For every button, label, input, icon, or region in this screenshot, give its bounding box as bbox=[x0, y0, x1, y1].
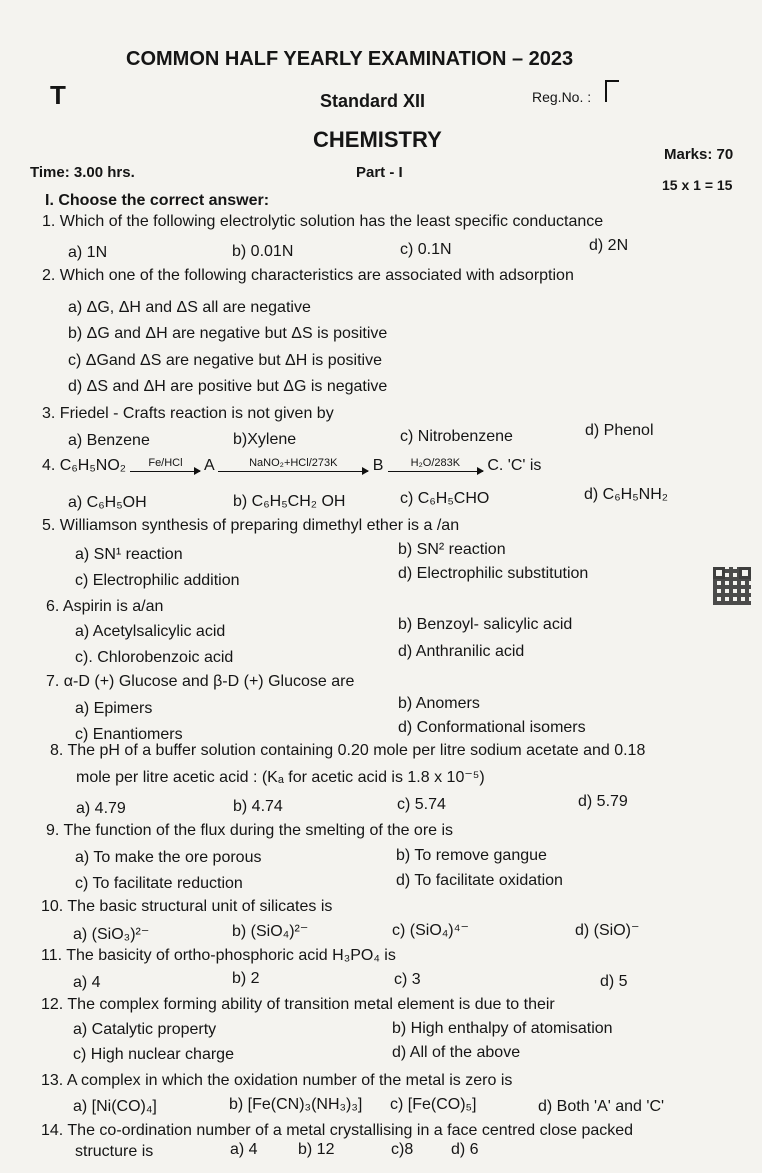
reaction-arrow bbox=[218, 457, 368, 472]
question-1 bbox=[42, 212, 603, 232]
option-d: d) Electrophilic substitution bbox=[398, 565, 589, 582]
time-label: Time: 3.00 hrs. bbox=[30, 164, 135, 181]
question-5 bbox=[42, 516, 459, 536]
question-text: The function of the flux during the smelting of the ore is bbox=[63, 822, 454, 839]
question-text: The pH of a buffer solution containing 0.20 mole per litre sodium acetate and 0.18 bbox=[67, 742, 646, 759]
option-c: c) 3 bbox=[394, 971, 421, 988]
option-c: c) 0.1N bbox=[400, 241, 452, 258]
question-3 bbox=[42, 404, 334, 424]
question-number: 4. bbox=[42, 457, 56, 474]
section-marks: 15 x 1 = 15 bbox=[662, 177, 733, 193]
question-number: 1. bbox=[42, 213, 56, 230]
question-text: α-D (+) Glucose and β-D (+) Glucose are bbox=[63, 673, 355, 690]
question-13 bbox=[41, 1071, 512, 1091]
question-text: A complex in which the oxidation number of the metal is zero is bbox=[66, 1072, 513, 1089]
question-number: 7. bbox=[46, 673, 60, 690]
reagent-label: Fe/HCl bbox=[148, 457, 183, 469]
question-number: 5. bbox=[42, 517, 56, 534]
exam-title: COMMON HALF YEARLY EXAMINATION – 2023 bbox=[126, 48, 574, 70]
option-c: c) 5.74 bbox=[397, 796, 446, 813]
question-text-continued: mole per litre acetic acid : (Kₐ for acetic acid is 1.8 x 10⁻⁵) bbox=[76, 769, 485, 786]
question-number: 6. bbox=[46, 598, 60, 615]
option-a: a) [Ni(CO)₄] bbox=[73, 1098, 157, 1115]
marks-label: Marks: 70 bbox=[664, 146, 734, 163]
option-b: b) 0.01N bbox=[232, 243, 294, 260]
option-c: c) C₆H₅CHO bbox=[400, 490, 490, 507]
option-a: a) ΔG, ΔH and ΔS all are negative bbox=[68, 299, 311, 316]
option-c: c) High nuclear charge bbox=[73, 1046, 234, 1063]
product-c: C. bbox=[487, 457, 504, 474]
option-a: a) 1N bbox=[68, 244, 108, 261]
question-9 bbox=[46, 821, 453, 841]
qr-code-icon bbox=[713, 567, 751, 605]
question-11 bbox=[41, 946, 396, 966]
option-d: d) 6 bbox=[451, 1141, 479, 1158]
option-d: d) Conformational isomers bbox=[398, 719, 586, 736]
option-d: d) Phenol bbox=[585, 422, 654, 439]
question-number: 12. bbox=[41, 996, 64, 1013]
option-b: b) 2 bbox=[232, 970, 260, 987]
question-number: 8. bbox=[50, 742, 64, 759]
question-number: 10. bbox=[41, 898, 64, 915]
intermediate-a: A bbox=[204, 457, 214, 474]
option-d: d) 2N bbox=[589, 237, 629, 254]
option-a: a) 4.79 bbox=[76, 800, 126, 817]
subject-title: CHEMISTRY bbox=[313, 127, 442, 152]
reg-no-label: Reg.No. : bbox=[532, 89, 592, 105]
question-text: Friedel - Crafts reaction is not given by bbox=[59, 405, 334, 422]
question-7 bbox=[46, 672, 354, 692]
question-text: Which one of the following characteristics are associated with adsorption bbox=[59, 267, 574, 284]
option-b: b) Benzoyl- salicylic acid bbox=[398, 616, 573, 633]
option-b: b) 4.74 bbox=[233, 798, 283, 815]
option-c: c) ΔGand ΔS are negative but ΔH is positive bbox=[68, 352, 382, 369]
option-d: d) 5.79 bbox=[578, 793, 628, 810]
question-text-continued: structure is bbox=[75, 1143, 154, 1160]
reg-no-box bbox=[605, 80, 619, 102]
option-c: c) Electrophilic addition bbox=[75, 572, 240, 589]
intermediate-b: B bbox=[372, 457, 384, 474]
option-d: d) To facilitate oxidation bbox=[396, 872, 563, 889]
option-c: c) Nitrobenzene bbox=[400, 428, 513, 445]
option-a: a) Benzene bbox=[68, 432, 150, 449]
option-a: a) To make the ore porous bbox=[75, 849, 262, 866]
question-text: The basic structural unit of silicates is bbox=[67, 898, 333, 915]
option-a: a) (SiO₃)²⁻ bbox=[73, 926, 150, 943]
option-b: b) C₆H₅CH₂ OH bbox=[233, 493, 346, 510]
question-8 bbox=[50, 741, 645, 761]
option-b: b) (SiO₄)²⁻ bbox=[232, 923, 309, 940]
question-12 bbox=[41, 995, 555, 1015]
option-b: b) SN² reaction bbox=[398, 541, 506, 558]
reagent-label: NaNO₂+HCl/273K bbox=[249, 457, 338, 469]
question-14 bbox=[41, 1121, 633, 1141]
option-d: d) ΔS and ΔH are positive but ΔG is negative bbox=[68, 378, 388, 395]
option-a: a) SN¹ reaction bbox=[75, 546, 183, 563]
reaction-arrow bbox=[130, 457, 200, 472]
option-a: a) Epimers bbox=[75, 700, 153, 717]
option-a: a) Acetylsalicylic acid bbox=[75, 623, 226, 640]
question-number: 9. bbox=[46, 822, 60, 839]
question-text: Aspirin is a/an bbox=[62, 598, 164, 615]
option-a: a) 4 bbox=[73, 974, 101, 991]
part-label: Part - I bbox=[356, 164, 403, 181]
option-b: b)Xylene bbox=[233, 431, 297, 448]
question-number: 13. bbox=[41, 1072, 64, 1089]
series-mark: T bbox=[50, 80, 66, 110]
option-d: d) (SiO)⁻ bbox=[575, 922, 640, 939]
question-text: Williamson synthesis of preparing dimethyl ether is a /an bbox=[59, 517, 460, 534]
option-b: b) [Fe(CN)₃(NH₃)₃] bbox=[229, 1096, 363, 1113]
question-number: 2. bbox=[42, 267, 56, 284]
option-a: a) C₆H₅OH bbox=[68, 494, 147, 511]
option-d: d) 5 bbox=[600, 973, 628, 990]
option-c: c) To facilitate reduction bbox=[75, 875, 243, 892]
question-number: 14. bbox=[41, 1122, 64, 1139]
question-text: The co-ordination number of a metal crystallising in a face centred close packed bbox=[67, 1122, 634, 1139]
option-c: c) [Fe(CO)₅] bbox=[390, 1096, 477, 1113]
option-b: b) ΔG and ΔH are negative but ΔS is positive bbox=[68, 325, 388, 342]
question-text: Which of the following electrolytic solution has the least specific conductance bbox=[59, 213, 604, 230]
question-6 bbox=[46, 597, 163, 617]
option-d: d) C₆H₅NH₂ bbox=[584, 486, 668, 503]
reagent-label: H₂O/283K bbox=[410, 457, 461, 469]
reactant: C₆H₅NO₂ bbox=[59, 457, 127, 474]
option-b: b) Anomers bbox=[398, 695, 480, 712]
option-c: c). Chlorobenzoic acid bbox=[75, 649, 234, 666]
option-a: a) Catalytic property bbox=[73, 1021, 217, 1038]
standard-label: Standard XII bbox=[320, 91, 426, 111]
option-c: c)8 bbox=[391, 1141, 414, 1158]
option-b: b) 12 bbox=[298, 1141, 335, 1158]
question-4 bbox=[42, 456, 541, 476]
option-d: d) Anthranilic acid bbox=[398, 643, 525, 660]
option-a: a) 4 bbox=[230, 1141, 258, 1158]
question-text: The basicity of ortho-phosphoric acid H₃PO₄ is bbox=[66, 947, 396, 964]
question-2 bbox=[42, 266, 574, 286]
question-10 bbox=[41, 897, 332, 917]
question-number: 3. bbox=[42, 405, 56, 422]
question-text: 'C' is bbox=[507, 457, 542, 474]
option-b: b) High enthalpy of atomisation bbox=[392, 1020, 613, 1037]
question-number: 11. bbox=[41, 947, 63, 964]
option-d: d) Both 'A' and 'C' bbox=[538, 1098, 665, 1115]
option-b: b) To remove gangue bbox=[396, 847, 547, 864]
option-c: c) (SiO₄)⁴⁻ bbox=[392, 922, 469, 939]
question-text: The complex forming ability of transition metal element is due to their bbox=[67, 996, 555, 1013]
option-d: d) All of the above bbox=[392, 1044, 521, 1061]
section-instruction: I. Choose the correct answer: bbox=[45, 192, 270, 209]
reaction-arrow bbox=[388, 457, 483, 472]
option-c: c) Enantiomers bbox=[75, 726, 183, 743]
